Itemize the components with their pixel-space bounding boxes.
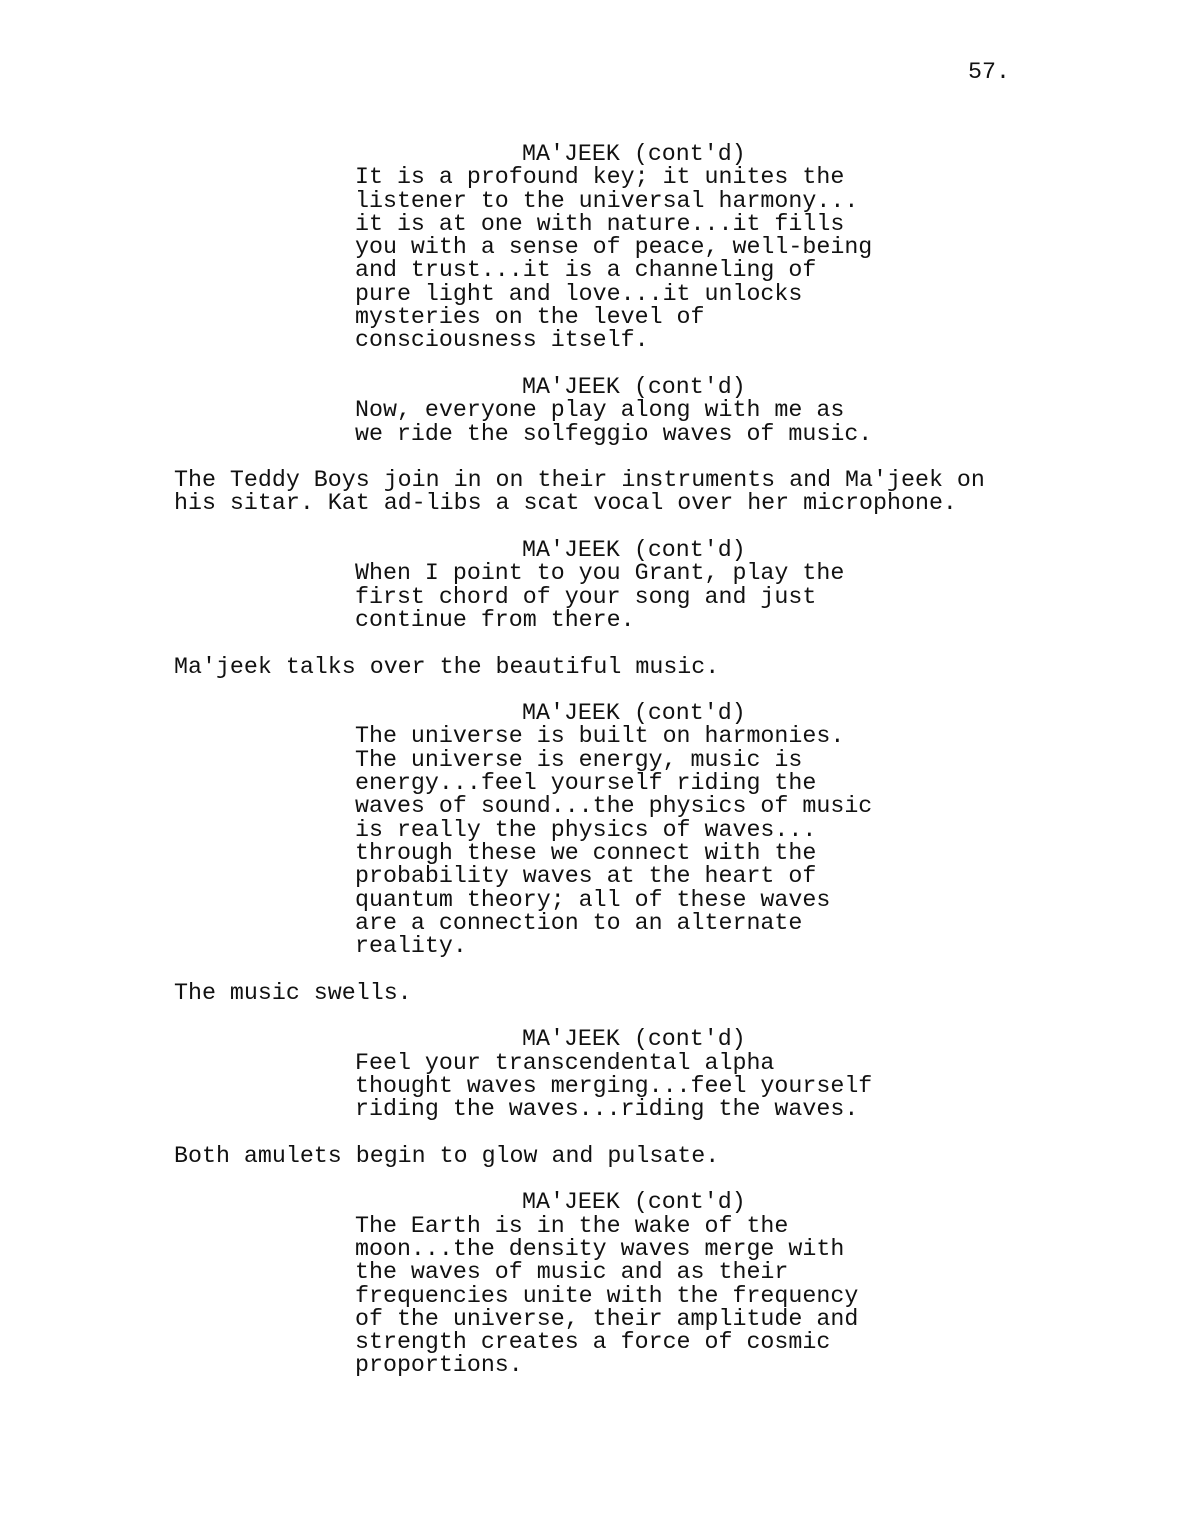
dialogue-line: continue from there. bbox=[355, 606, 635, 633]
dialogue-line: reality. bbox=[355, 933, 467, 960]
dialogue-block bbox=[0, 1028, 1187, 1121]
page-number: 57. bbox=[968, 59, 1010, 85]
dialogue-line: waves of sound...the physics of music bbox=[355, 793, 873, 820]
character-cue: MA'JEEK (cont'd) bbox=[522, 141, 746, 167]
script-body bbox=[0, 143, 1187, 1401]
dialogue-line: it is at one with nature...it fills bbox=[355, 210, 845, 237]
dialogue-line: The universe is built on harmonies. bbox=[355, 723, 845, 750]
action-block bbox=[0, 469, 1187, 516]
dialogue-line: is really the physics of waves... bbox=[355, 816, 817, 843]
dialogue-line: the waves of music and as their bbox=[355, 1259, 789, 1286]
action-line: The Teddy Boys join in on their instruments and Ma'jeek on bbox=[174, 467, 985, 494]
dialogue-line: you with a sense of peace, well-being bbox=[355, 234, 873, 261]
dialogue-line: first chord of your song and just bbox=[355, 583, 817, 610]
dialogue-line: strength creates a force of cosmic bbox=[355, 1329, 831, 1356]
dialogue-line: mysteries on the level of bbox=[355, 304, 705, 331]
action-line: Ma'jeek talks over the beautiful music. bbox=[174, 653, 720, 680]
character-cue: MA'JEEK (cont'd) bbox=[522, 1189, 746, 1216]
action-block bbox=[0, 979, 1187, 1006]
dialogue-block bbox=[0, 702, 1187, 958]
dialogue-line: are a connection to an alternate bbox=[355, 909, 803, 936]
dialogue-line: frequencies unite with the frequency bbox=[355, 1282, 859, 1309]
dialogue-line: and trust...it is a channeling of bbox=[355, 257, 817, 284]
dialogue-block bbox=[0, 539, 1187, 632]
dialogue-line: riding the waves...riding the waves. bbox=[355, 1096, 859, 1123]
dialogue-block bbox=[0, 373, 1187, 447]
dialogue-block bbox=[0, 143, 1187, 353]
dialogue-line: probability waves at the heart of bbox=[355, 863, 817, 890]
action-block bbox=[0, 653, 1187, 680]
dialogue-line: Now, everyone play along with me as bbox=[355, 397, 845, 424]
action-line: his sitar. Kat ad-libs a scat vocal over her microphone. bbox=[174, 490, 957, 517]
dialogue-line: The Earth is in the wake of the bbox=[355, 1212, 789, 1239]
dialogue-line: listener to the universal harmony... bbox=[355, 187, 859, 214]
dialogue-line: energy...feel yourself riding the bbox=[355, 770, 817, 797]
dialogue-line: quantum theory; all of these waves bbox=[355, 886, 831, 913]
dialogue-line: moon...the density waves merge with bbox=[355, 1235, 845, 1262]
dialogue-line: The universe is energy, music is bbox=[355, 746, 803, 773]
action-line: Both amulets begin to glow and pulsate. bbox=[174, 1142, 720, 1169]
dialogue-line: thought waves merging...feel yourself bbox=[355, 1072, 873, 1099]
character-cue: MA'JEEK (cont'd) bbox=[522, 1026, 746, 1053]
dialogue-line: we ride the solfeggio waves of music. bbox=[355, 420, 873, 447]
dialogue-line: When I point to you Grant, play the bbox=[355, 560, 845, 587]
character-cue: MA'JEEK (cont'd) bbox=[522, 700, 746, 727]
dialogue-line: Feel your transcendental alpha bbox=[355, 1049, 775, 1076]
character-cue: MA'JEEK (cont'd) bbox=[522, 537, 746, 564]
action-line: The music swells. bbox=[174, 979, 412, 1006]
dialogue-block bbox=[0, 1191, 1187, 1377]
dialogue-line: of the universe, their amplitude and bbox=[355, 1305, 859, 1332]
dialogue-line: through these we connect with the bbox=[355, 839, 817, 866]
dialogue-line: consciousness itself. bbox=[355, 327, 649, 354]
character-cue: MA'JEEK (cont'd) bbox=[522, 373, 746, 400]
dialogue-line: pure light and love...it unlocks bbox=[355, 280, 803, 307]
action-block bbox=[0, 1142, 1187, 1169]
dialogue-line: proportions. bbox=[355, 1352, 523, 1379]
dialogue-line: It is a profound key; it unites the bbox=[355, 164, 845, 191]
